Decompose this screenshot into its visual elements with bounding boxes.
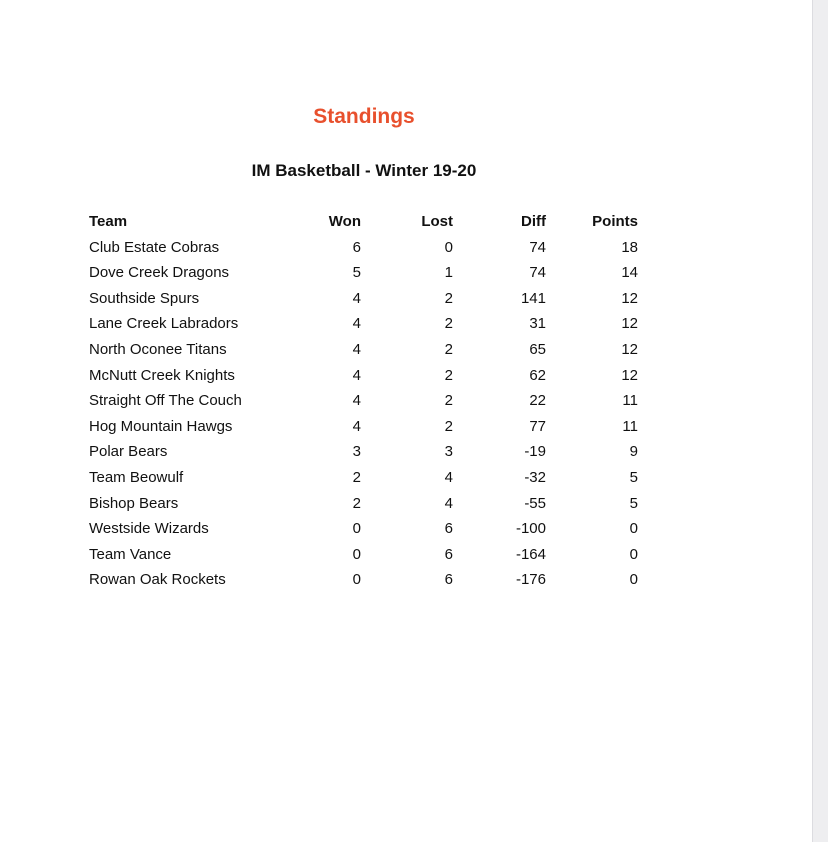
cell-team: Polar Bears (89, 443, 168, 461)
cell-points: 5 (629, 468, 638, 486)
cell-points: 11 (622, 417, 638, 435)
cell-won: 0 (352, 545, 361, 563)
standings-table (89, 209, 638, 593)
cell-points: 9 (629, 443, 638, 461)
table-row (89, 465, 638, 491)
table-row (89, 491, 638, 517)
page-side-gutter (812, 0, 828, 842)
cell-lost: 6 (444, 520, 453, 538)
cell-points: 11 (622, 392, 638, 410)
cell-won: 4 (352, 340, 361, 358)
cell-points: 5 (629, 494, 638, 512)
cell-won: 2 (352, 468, 361, 486)
table-row (89, 388, 638, 414)
cell-diff: 74 (529, 238, 546, 256)
cell-points: 12 (621, 340, 638, 358)
table-row (89, 286, 638, 312)
cell-diff: 62 (529, 366, 546, 384)
cell-lost: 4 (444, 468, 453, 486)
cell-team: Team Vance (89, 545, 172, 563)
table-row (89, 516, 638, 542)
cell-won: 4 (352, 315, 361, 333)
cell-won: 2 (352, 494, 361, 512)
cell-lost: 2 (444, 315, 453, 333)
cell-won: 4 (352, 289, 361, 307)
table-row (89, 414, 638, 440)
cell-diff: 31 (529, 315, 546, 333)
cell-points: 18 (621, 238, 638, 256)
cell-won: 5 (352, 264, 361, 282)
header-diff: Diff (521, 213, 546, 230)
cell-lost: 1 (444, 264, 453, 282)
table-row (89, 337, 638, 363)
cell-points: 0 (629, 545, 638, 563)
cell-lost: 4 (444, 494, 453, 512)
table-row (89, 311, 638, 337)
cell-lost: 2 (444, 340, 453, 358)
cell-team: Lane Creek Labradors (89, 315, 239, 333)
cell-lost: 2 (444, 417, 453, 435)
cell-diff: 22 (529, 392, 546, 410)
cell-team: Straight Off The Couch (89, 392, 242, 410)
cell-diff: -32 (524, 468, 546, 486)
cell-lost: 3 (444, 443, 453, 461)
cell-points: 0 (629, 520, 638, 538)
cell-lost: 2 (444, 392, 453, 410)
cell-points: 14 (621, 264, 638, 282)
table-header-row (89, 209, 638, 235)
cell-lost: 2 (444, 366, 453, 384)
cell-team: Dove Creek Dragons (89, 264, 230, 282)
cell-won: 4 (352, 417, 361, 435)
table-row (89, 567, 638, 593)
cell-diff: -100 (515, 520, 546, 538)
cell-lost: 6 (444, 571, 453, 589)
cell-team: Bishop Bears (89, 494, 179, 512)
table-row (89, 542, 638, 568)
cell-diff: -176 (515, 571, 546, 589)
header-points: Points (592, 213, 638, 230)
cell-points: 0 (629, 571, 638, 589)
cell-diff: 74 (529, 264, 546, 282)
cell-won: 4 (352, 392, 361, 410)
cell-diff: 141 (520, 289, 546, 307)
cell-team: McNutt Creek Knights (89, 366, 235, 384)
cell-won: 0 (352, 571, 361, 589)
header-won: Won (328, 213, 361, 230)
cell-won: 3 (352, 443, 361, 461)
cell-points: 12 (621, 289, 638, 307)
table-row (89, 439, 638, 465)
cell-diff: 65 (529, 340, 546, 358)
table-row (89, 260, 638, 286)
cell-team: North Oconee Titans (89, 340, 227, 358)
page-subtitle: IM Basketball - Winter 19-20 (251, 161, 477, 180)
cell-won: 6 (352, 238, 361, 256)
cell-points: 12 (621, 366, 638, 384)
cell-lost: 2 (444, 289, 453, 307)
cell-diff: 77 (529, 417, 546, 435)
cell-won: 4 (352, 366, 361, 384)
cell-lost: 0 (444, 238, 453, 256)
cell-diff: -164 (515, 545, 546, 563)
cell-team: Southside Spurs (89, 289, 200, 307)
table-row (89, 363, 638, 389)
cell-diff: -19 (524, 443, 546, 461)
cell-lost: 6 (444, 545, 453, 563)
header-team: Team (89, 213, 128, 230)
cell-team: Team Beowulf (89, 468, 184, 486)
cell-team: Hog Mountain Hawgs (89, 417, 233, 435)
cell-won: 0 (352, 520, 361, 538)
page-title: Standings (313, 105, 415, 128)
table-row (89, 235, 638, 261)
cell-team: Westside Wizards (89, 520, 209, 538)
header-lost: Lost (421, 213, 453, 230)
cell-team: Club Estate Cobras (89, 238, 220, 256)
cell-points: 12 (621, 315, 638, 333)
cell-diff: -55 (524, 494, 546, 512)
cell-team: Rowan Oak Rockets (89, 571, 226, 589)
